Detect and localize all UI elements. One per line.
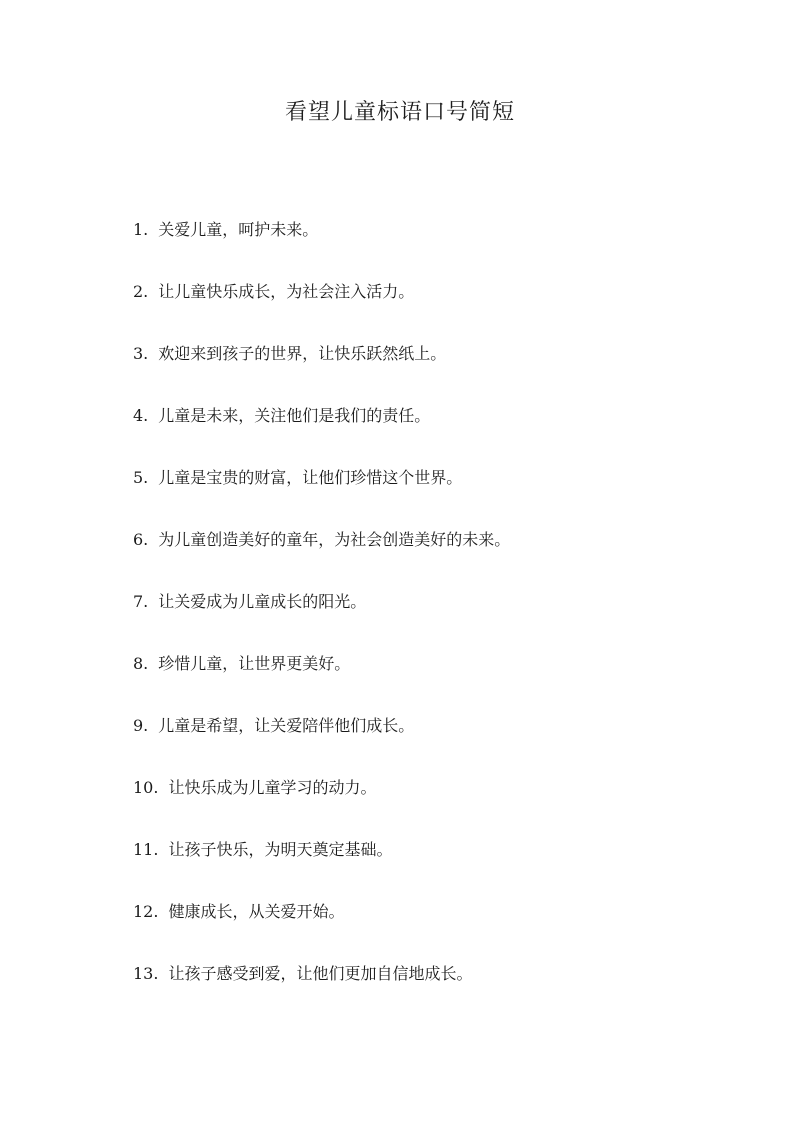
item-number: 7.	[133, 592, 149, 611]
list-item	[133, 648, 753, 710]
item-number: 6.	[133, 530, 149, 549]
item-number: 10.	[133, 778, 159, 797]
item-number: 9.	[133, 716, 149, 735]
list-item	[133, 276, 753, 338]
item-text: 让儿童快乐成长，为社会注入活力。	[158, 282, 415, 301]
item-text: 儿童是未来，关注他们是我们的责任。	[158, 406, 431, 425]
item-text: 珍惜儿童，让世界更美好。	[158, 654, 351, 673]
item-text: 为儿童创造美好的童年，为社会创造美好的未来。	[158, 530, 511, 549]
list-item	[133, 462, 753, 524]
item-text: 让孩子感受到爱，让他们更加自信地成长。	[168, 964, 473, 983]
list-item	[133, 586, 753, 648]
list-item	[133, 214, 753, 276]
slogan-list	[133, 214, 753, 1020]
item-text: 让快乐成为儿童学习的动力。	[168, 778, 377, 797]
list-item	[133, 710, 753, 772]
list-item	[133, 834, 753, 896]
item-text: 让关爱成为儿童成长的阳光。	[158, 592, 367, 611]
item-number: 8.	[133, 654, 149, 673]
item-number: 3.	[133, 344, 149, 363]
page-title: 看望儿童标语口号简短	[284, 100, 515, 125]
item-text: 让孩子快乐，为明天奠定基础。	[168, 840, 393, 859]
list-item	[133, 896, 753, 958]
item-text: 健康成长，从关爱开始。	[168, 902, 345, 921]
list-item	[133, 400, 753, 462]
item-number: 4.	[133, 406, 149, 425]
item-number: 13.	[133, 964, 159, 983]
item-text: 欢迎来到孩子的世界，让快乐跃然纸上。	[158, 344, 447, 363]
item-text: 关爱儿童，呵护未来。	[158, 220, 319, 239]
list-item	[133, 524, 753, 586]
item-number: 5.	[133, 468, 149, 487]
item-number: 2.	[133, 282, 149, 301]
item-number: 11.	[133, 840, 159, 859]
list-item	[133, 338, 753, 400]
list-item	[133, 958, 753, 1020]
item-text: 儿童是宝贵的财富，让他们珍惜这个世界。	[158, 468, 463, 487]
item-text: 儿童是希望，让关爱陪伴他们成长。	[158, 716, 415, 735]
item-number: 12.	[133, 902, 159, 921]
item-number: 1.	[133, 220, 149, 239]
list-item	[133, 772, 753, 834]
